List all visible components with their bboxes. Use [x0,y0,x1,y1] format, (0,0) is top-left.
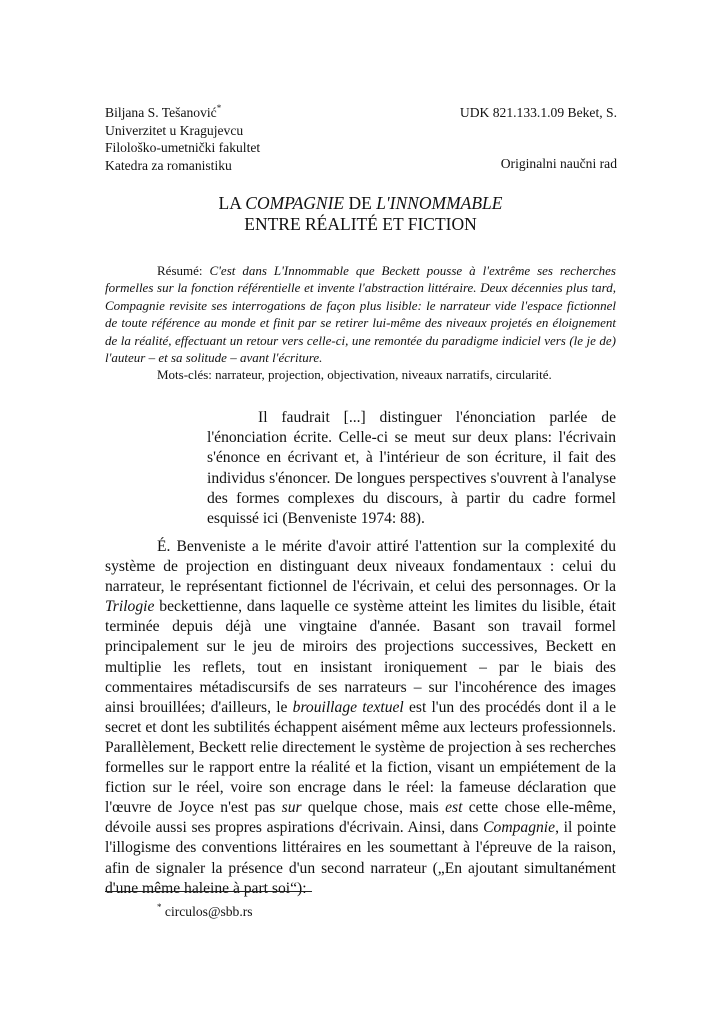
author-block [105,104,260,174]
paper-type-text: Originalni naučni rad [500,156,617,171]
keywords-line [105,366,616,383]
footnote-divider [105,891,312,892]
body-italic: Trilogie [105,598,155,616]
body-text: , il pointe l'illogisme des conventions littéraires en les soumettant à l'épreuve de la raison, afin de signaler la présence d'un second narrateur („En ajoutant simultanément d'une même haleine à part soi“): [105,819,616,897]
paper-title [0,193,721,234]
body-text: est l'un des procédés dont il a le secret et dont les subtilités échappent aisément même aux lecteurs professionnels. Parallèlement, Beckett relie directement le système de projection à ses recherches formelles sur le rapport entre la réalité et la fiction, visant un empiétement de la fiction sur le réel, voire son encrage dans le réel: la fameuse déclaration que l'œuvre de Joyce n'est pas [105,698,617,817]
title-italic-innommable: L'INNOMMABLE [376,193,503,213]
university: Univerzitet u Kragujevcu [105,122,244,138]
author-footnote-marker[interactable]: * [216,103,222,113]
author-name: Biljana S. Tešanović [105,105,217,120]
paper-type [501,155,617,173]
keywords-text: narrateur, projection, objectivation, niveaux narratifs, circularité. [215,367,552,383]
keywords-label: Mots-clés: [157,367,216,383]
author-line [105,104,260,122]
body-italic: sur [281,799,302,817]
abstract-paragraph [105,262,616,366]
udk-text: UDK 821.133.1.09 Beket, S. [459,105,617,120]
footnote-email[interactable]: circulos@sbb.rs [164,904,253,919]
title-part: LA [218,193,246,213]
title-part: DE [344,193,377,213]
footnote [157,903,253,921]
faculty: Filološko-umetnički fakultet [105,140,261,156]
title-italic-compagnie: COMPAGNIE [245,193,345,213]
body-italic: Compagnie [483,819,556,837]
title-line-1 [0,193,721,214]
abstract-label: Résumé: [157,263,210,278]
body-text: É. Benveniste a le mérite d'avoir attiré l'attention sur la complexité du système de projection en distinguant deux niveaux fondamentaux : celui du narrateur, le représentant fictionnel de l'écrivain, et celui des personnages. Or la [105,538,616,596]
body-text: quelque chose, mais [301,799,446,817]
body-text: cette chose elle-même, dévoile aussi ses propres aspirations d'écrivain. Ainsi, dans [105,799,616,837]
body-italic: est [445,799,463,817]
abstract [105,262,616,384]
epigraph-quote: Il faudrait [...] distinguer l'énonciation parlée de l'énonciation écrite. Celle-ci se meut sur deux plans: l'écrivain s'énonce en écrivant et, à l'intérieur de son écriture, il fait des individus s'énoncer. De longues perspectives s'ouvrent à l'analyse des formes complexes du discours, à partir du cadre formel esquissé ici (Benveniste 1974: 88). [207,409,616,528]
body-italic: brouillage textuel [292,698,404,716]
footnote-marker: * [157,902,162,912]
abstract-text: C'est dans L'Innommable que Beckett pousse à l'extrême ses recherches formelles sur la fonction référentielle et invente l'abstraction littéraire. Deux décennies plus tard, Compagnie revisite ses interrogations de façon plus lisible: le narrateur vide l'espace fictionnel de toute référence au monde et finit par se retirer lui-même des niveaux projetés en éloignement de la réalité, effectuant un retour vers celle-ci, une remontée du paradigme indiciel vers (le je de) l'auteur – et sa solitude – avant l'écriture. [105,263,616,366]
title-line-2: ENTRE RÉALITÉ ET FICTION [244,213,477,234]
udk-code [460,104,617,122]
body-text: beckettienne, dans laquelle ce système atteint les limites du lisible, était terminée depuis déjà une vingtaine d'année. Basant son travail formel principalement sur le jeu de miroirs des projections successives, Beckett en multiplie les reflets, tout en insistant ironiquement – par le biais des commentaires métadiscursifs de ses narrateurs – sur l'incohérence des images ainsi brouillées; d'ailleurs, le [105,598,616,716]
department: Katedra za romanistiku [105,157,232,173]
body-paragraph [105,537,616,899]
